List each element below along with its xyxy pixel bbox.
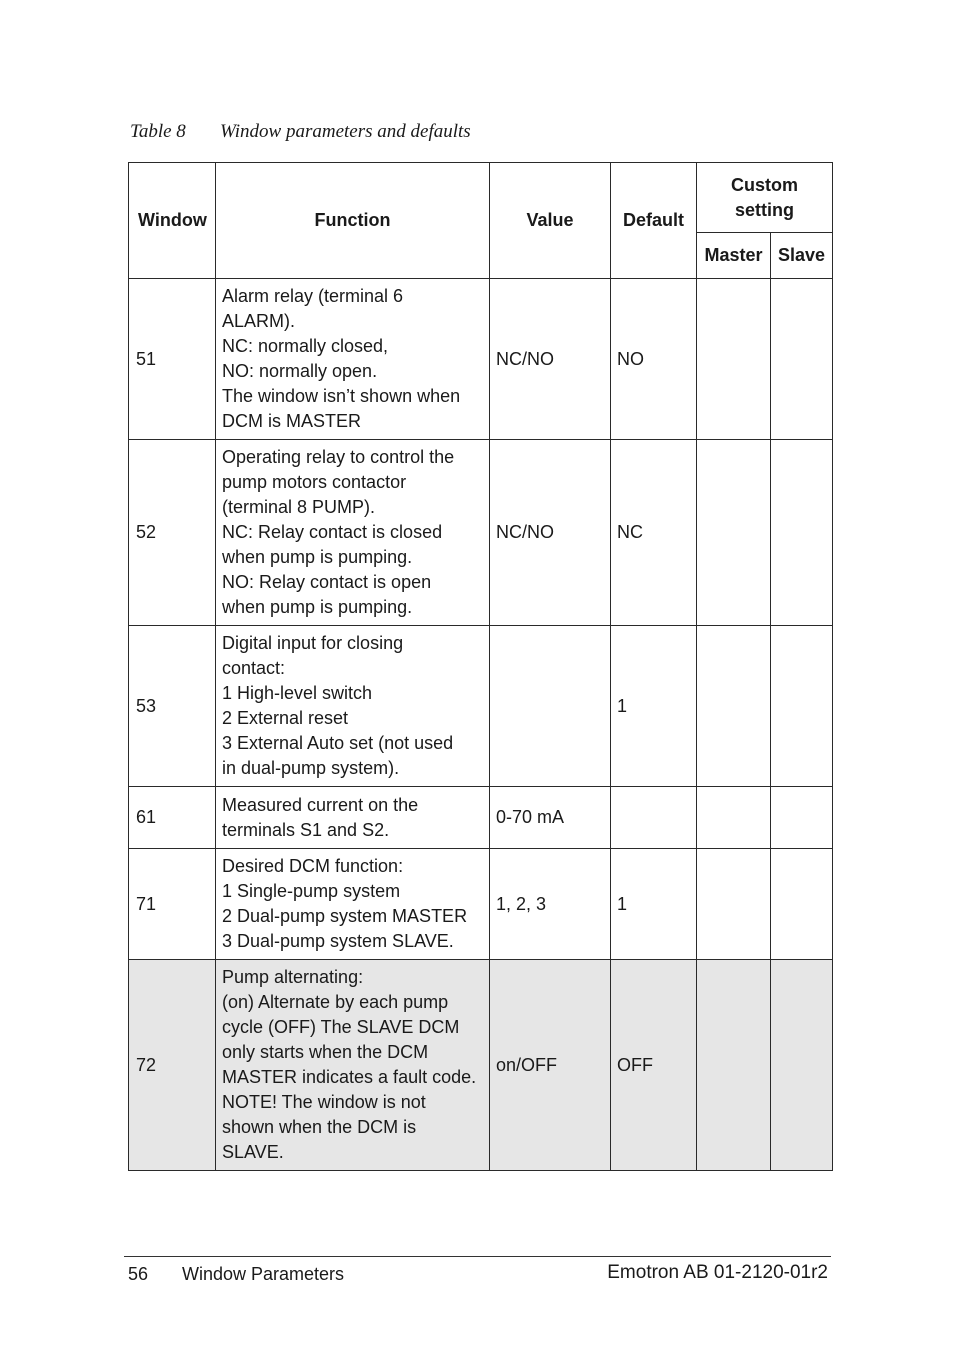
header-master: Master bbox=[697, 233, 771, 279]
table-title: Window parameters and defaults bbox=[220, 121, 471, 142]
function-line: only starts when the DCM bbox=[222, 1042, 429, 1062]
function-line: shown when the DCM is bbox=[222, 1117, 417, 1137]
slave-cell bbox=[771, 849, 833, 960]
function-line: contact: bbox=[222, 658, 286, 678]
slave-cell bbox=[771, 279, 833, 440]
value-cell: NC/NO bbox=[490, 279, 611, 440]
table-row bbox=[129, 960, 833, 1171]
function-line: Operating relay to control the bbox=[222, 447, 455, 467]
window-cell: 52 bbox=[129, 440, 216, 626]
master-cell bbox=[697, 626, 771, 787]
function-cell bbox=[216, 960, 490, 1171]
master-cell bbox=[697, 279, 771, 440]
table-row bbox=[129, 626, 833, 787]
window-cell: 72 bbox=[129, 960, 216, 1171]
table-number: Table 8 bbox=[130, 121, 186, 142]
function-line: Alarm relay (terminal 6 bbox=[222, 286, 404, 306]
window-cell: 53 bbox=[129, 626, 216, 787]
header-default: Default bbox=[611, 163, 697, 279]
value-cell: NC/NO bbox=[490, 440, 611, 626]
function-line: Digital input for closing bbox=[222, 633, 404, 653]
function-line: The window isn’t shown when bbox=[222, 386, 461, 406]
table-row bbox=[129, 787, 833, 849]
header-custom-line1: Custom bbox=[731, 174, 798, 195]
function-line: 3 Dual-pump system SLAVE. bbox=[222, 931, 454, 951]
master-cell bbox=[697, 849, 771, 960]
function-line: when pump is pumping. bbox=[222, 547, 413, 567]
window-cell: 61 bbox=[129, 787, 216, 849]
function-line: ALARM). bbox=[222, 311, 296, 331]
function-line: (terminal 8 PUMP). bbox=[222, 497, 376, 517]
window-parameters-table bbox=[128, 162, 833, 1171]
table-row bbox=[129, 440, 833, 626]
function-line: SLAVE. bbox=[222, 1142, 284, 1162]
function-line: Desired DCM function: bbox=[222, 856, 404, 876]
window-cell: 71 bbox=[129, 849, 216, 960]
section-title: Window Parameters bbox=[182, 1264, 345, 1284]
default-cell: NO bbox=[611, 279, 697, 440]
page-number: 56 bbox=[128, 1264, 149, 1284]
function-line: 1 High-level switch bbox=[222, 683, 373, 703]
function-line: 2 Dual-pump system MASTER bbox=[222, 906, 468, 926]
value-cell: 1, 2, 3 bbox=[490, 849, 611, 960]
document-reference: Emotron AB 01-2120-01r2 bbox=[607, 1262, 828, 1283]
slave-cell bbox=[771, 787, 833, 849]
function-line: DCM is MASTER bbox=[222, 411, 361, 431]
function-cell bbox=[216, 849, 490, 960]
value-cell: on/OFF bbox=[490, 960, 611, 1171]
default-cell bbox=[611, 787, 697, 849]
function-line: cycle (OFF) The SLAVE DCM bbox=[222, 1017, 460, 1037]
header-function: Function bbox=[216, 163, 490, 279]
footer-left bbox=[128, 1264, 344, 1285]
function-line: 2 External reset bbox=[222, 708, 349, 728]
value-cell: 0-70 mA bbox=[490, 787, 611, 849]
default-cell: 1 bbox=[611, 626, 697, 787]
function-line: when pump is pumping. bbox=[222, 597, 413, 617]
function-cell bbox=[216, 787, 490, 849]
table-row bbox=[129, 849, 833, 960]
window-cell: 51 bbox=[129, 279, 216, 440]
slave-cell bbox=[771, 626, 833, 787]
header-window: Window bbox=[129, 163, 216, 279]
function-line: pump motors contactor bbox=[222, 472, 407, 492]
function-line: NOTE! The window is not bbox=[222, 1092, 426, 1112]
master-cell bbox=[697, 787, 771, 849]
master-cell bbox=[697, 440, 771, 626]
function-line: (on) Alternate by each pump bbox=[222, 992, 449, 1012]
table-row bbox=[129, 279, 833, 440]
function-line: NC: Relay contact is closed bbox=[222, 522, 443, 542]
function-cell bbox=[216, 279, 490, 440]
header-custom-setting bbox=[697, 163, 833, 233]
footer-rule bbox=[124, 1256, 831, 1257]
function-line: MASTER indicates a fault code. bbox=[222, 1067, 477, 1087]
default-cell: OFF bbox=[611, 960, 697, 1171]
header-value: Value bbox=[490, 163, 611, 279]
header-row bbox=[129, 163, 833, 233]
function-line: NO: normally open. bbox=[222, 361, 378, 381]
default-cell: NC bbox=[611, 440, 697, 626]
header-custom-line2: setting bbox=[734, 199, 794, 220]
function-line: in dual-pump system). bbox=[222, 758, 400, 778]
table-caption bbox=[130, 121, 471, 143]
master-cell bbox=[697, 960, 771, 1171]
header-slave: Slave bbox=[771, 233, 833, 279]
function-line: terminals S1 and S2. bbox=[222, 819, 390, 840]
function-line: Measured current on the bbox=[222, 794, 419, 815]
value-cell bbox=[490, 626, 611, 787]
function-line: Pump alternating: bbox=[222, 967, 364, 987]
function-cell bbox=[216, 626, 490, 787]
default-cell: 1 bbox=[611, 849, 697, 960]
function-line: NO: Relay contact is open bbox=[222, 572, 432, 592]
function-line: 3 External Auto set (not used bbox=[222, 733, 454, 753]
slave-cell bbox=[771, 440, 833, 626]
function-line: NC: normally closed, bbox=[222, 336, 389, 356]
slave-cell bbox=[771, 960, 833, 1171]
function-line: 1 Single-pump system bbox=[222, 881, 401, 901]
function-cell bbox=[216, 440, 490, 626]
